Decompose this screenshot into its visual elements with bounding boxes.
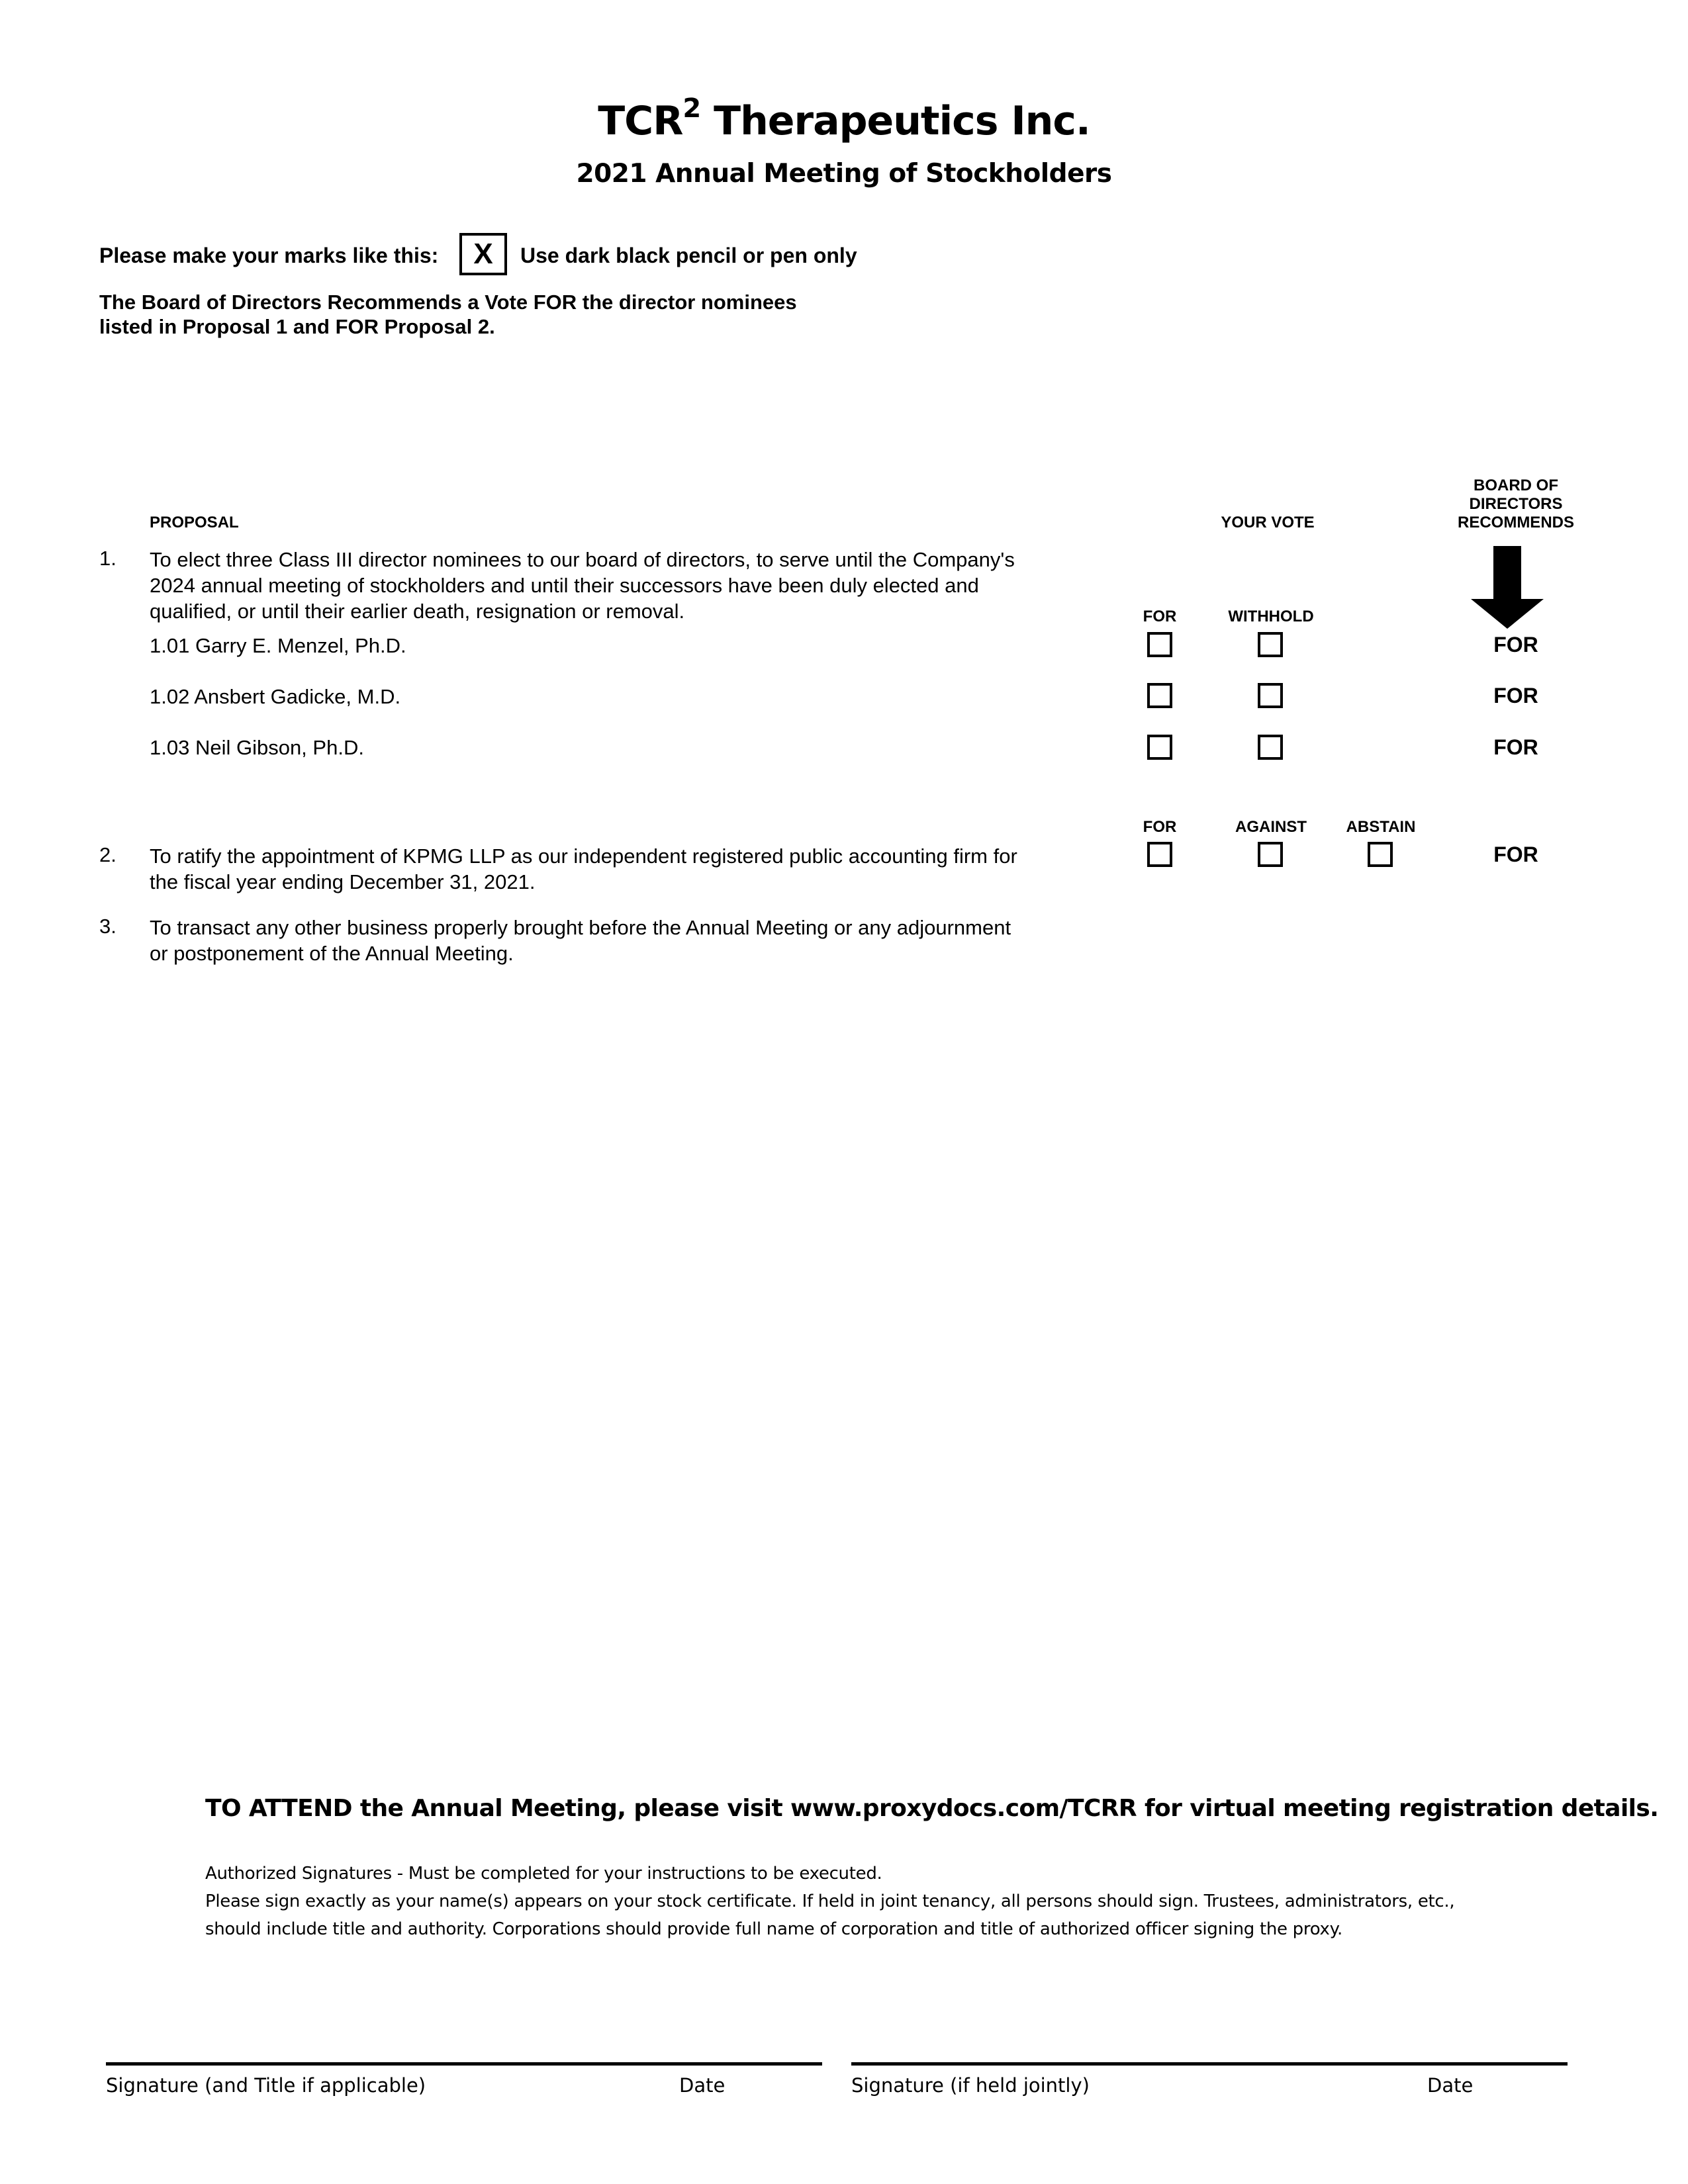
proposal-2-number: 2. bbox=[99, 843, 117, 866]
marks-instruction-note: Use dark black pencil or pen only bbox=[520, 244, 857, 267]
proposal-2-recommendation: FOR bbox=[1493, 842, 1538, 866]
company-title: TCR$^2$ Therapeutics Inc. bbox=[598, 93, 1090, 144]
nominee-1-withhold-checkbox[interactable] bbox=[1258, 632, 1283, 657]
authorization-text: Authorized Signatures - Must be completed for your instructions to be executed. Please sign exactly as your name(s) appears on your stock certificate. If held in joint tenancy, all persons should sign. Trustees, administrators, etc., should include title and authority. Corporations should provide full name of corporation and title of authorized officer signing the proxy. bbox=[205, 1864, 1455, 1939]
nominee-3-recommendation: FOR bbox=[1493, 735, 1538, 759]
proposal-2-abstain-header: ABSTAIN bbox=[1346, 818, 1416, 836]
nominee-2-label: 1.02 Ansbert Gadicke, M.D. bbox=[150, 685, 401, 708]
proposal-2-for-header: FOR bbox=[1143, 818, 1177, 836]
signature-1-label: Signature (and Title if applicable) bbox=[106, 2074, 426, 2097]
nominee-1-recommendation: FOR bbox=[1493, 633, 1538, 657]
nominee-1-label: 1.01 Garry E. Menzel, Ph.D. bbox=[150, 634, 406, 657]
signature-2-label: Signature (if held jointly) bbox=[851, 2074, 1090, 2097]
proposal-3-number: 3. bbox=[99, 915, 117, 938]
date-2-label: Date bbox=[1427, 2074, 1474, 2097]
proposal-1-number: 1. bbox=[99, 547, 117, 570]
proposal-2-against-header: AGAINST bbox=[1235, 818, 1307, 836]
proposal-header: PROPOSAL bbox=[150, 514, 239, 531]
nominee-2-for-checkbox[interactable] bbox=[1147, 683, 1172, 708]
proposal-1-text: To elect three Class III director nominees to our board of directors, to serve until the Company's 2024 annual meeting of stockholders and until their successors have been duly elected and qualified, or until their earlier death, resignation or removal. bbox=[150, 548, 1015, 623]
attend-instructions: TO ATTEND the Annual Meeting, please visit www.proxydocs.com/TCRR for virtual meeting registration details. bbox=[205, 1795, 1659, 1822]
nominee-1-for-checkbox[interactable] bbox=[1147, 632, 1172, 657]
proposal-2-against-checkbox[interactable] bbox=[1258, 842, 1283, 867]
nominee-2-recommendation: FOR bbox=[1493, 684, 1538, 707]
board-recommendation: The Board of Directors Recommends a Vote FOR the director nominees listed in Proposal 1 and FOR Proposal 2. bbox=[99, 291, 797, 338]
proposal-1-withhold-header: WITHHOLD bbox=[1228, 608, 1314, 625]
nominee-2-withhold-checkbox[interactable] bbox=[1258, 683, 1283, 708]
proposal-1-for-header: FOR bbox=[1143, 608, 1177, 625]
down-arrow-icon bbox=[1471, 546, 1544, 629]
nominee-3-for-checkbox[interactable] bbox=[1147, 735, 1172, 760]
proposal-2-for-checkbox[interactable] bbox=[1147, 842, 1172, 867]
proposal-2-text: To ratify the appointment of KPMG LLP as our independent registered public accounting firm for the fiscal year ending December 31, 2021. bbox=[150, 844, 1017, 893]
marks-example-box: X bbox=[459, 233, 507, 275]
board-recommends-header: BOARD OF DIRECTORS RECOMMENDS bbox=[1457, 477, 1574, 531]
superscript: 2 bbox=[682, 93, 701, 124]
nominee-3-label: 1.03 Neil Gibson, Ph.D. bbox=[150, 736, 364, 759]
proposal-2-abstain-checkbox[interactable] bbox=[1368, 842, 1393, 867]
date-1-label: Date bbox=[679, 2074, 726, 2097]
marks-instruction-label: Please make your marks like this: bbox=[99, 244, 439, 267]
your-vote-header: YOUR VOTE bbox=[1221, 514, 1315, 531]
signature-line-2[interactable] bbox=[851, 2062, 1568, 2066]
nominee-3-withhold-checkbox[interactable] bbox=[1258, 735, 1283, 760]
signature-line-1[interactable] bbox=[106, 2062, 822, 2066]
meeting-title: 2021 Annual Meeting of Stockholders bbox=[576, 159, 1112, 189]
proposal-3-text: To transact any other business properly brought before the Annual Meeting or any adjournment or postponement of the Annual Meeting. bbox=[150, 916, 1011, 965]
